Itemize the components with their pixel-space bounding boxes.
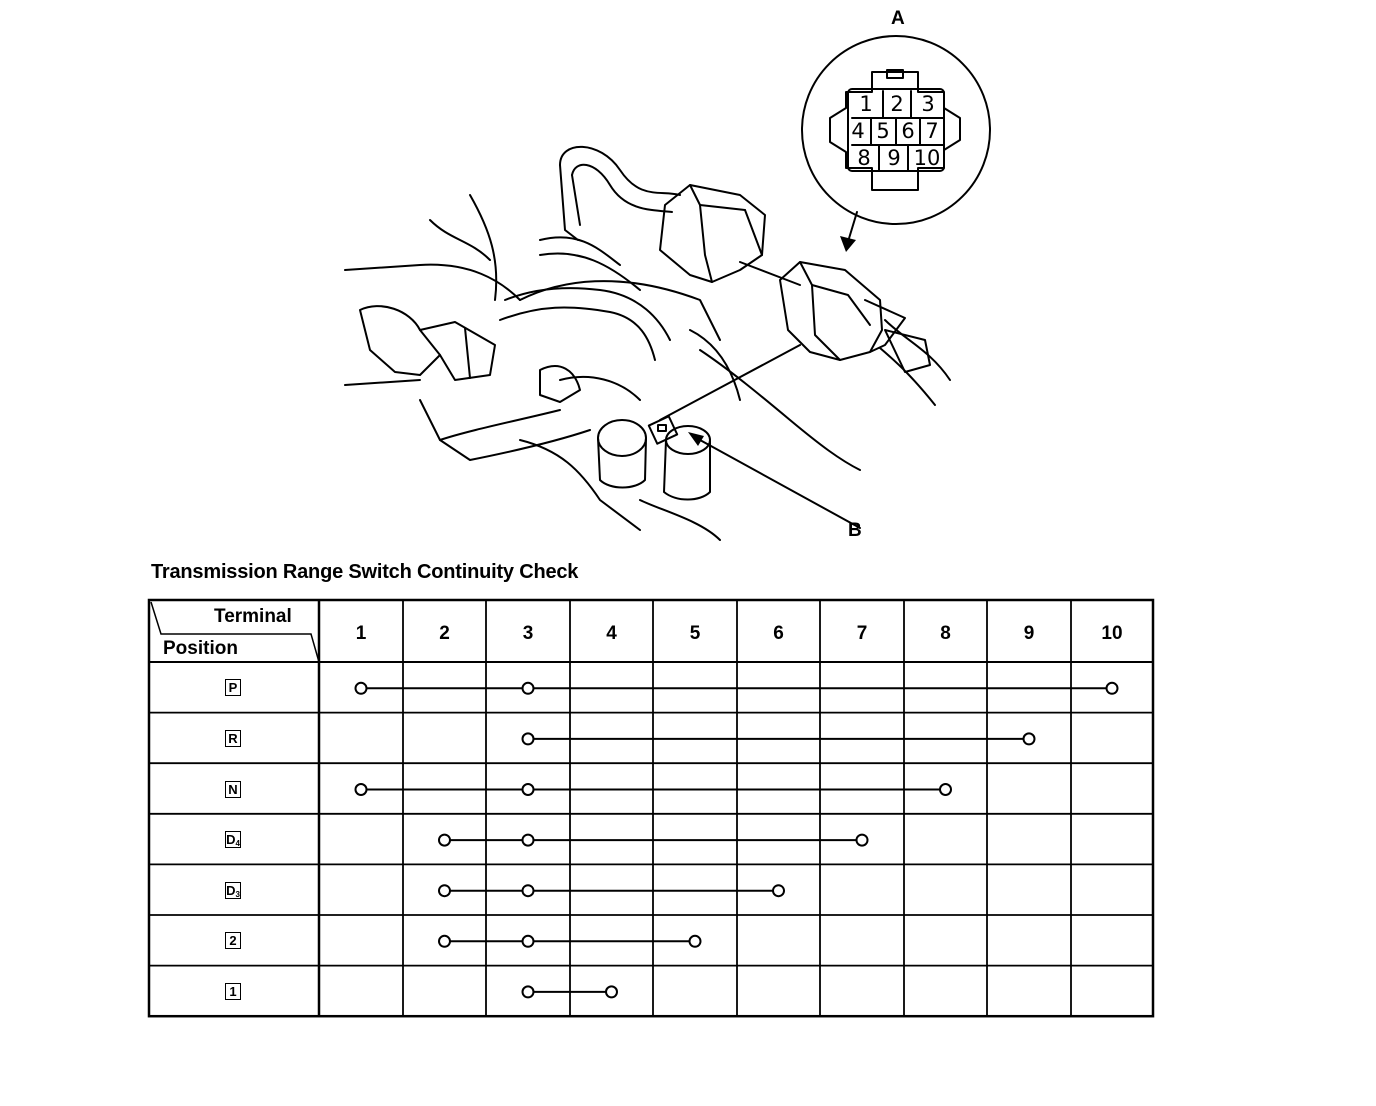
terminal-header-3: 3: [522, 623, 534, 644]
continuity-point-2-t2: [439, 936, 450, 947]
continuity-point-P-t10: [1107, 683, 1118, 694]
connector-pin-5: 5: [876, 119, 890, 143]
connector-pin-6: 6: [901, 119, 915, 143]
continuity-point-P-t3: [523, 683, 534, 694]
header-terminal: Terminal: [214, 606, 292, 627]
position-label-P: P: [225, 679, 241, 696]
header-position: Position: [163, 638, 238, 659]
continuity-point-N-t3: [523, 784, 534, 795]
continuity-point-2-t5: [690, 936, 701, 947]
continuity-point-D3-t6: [773, 885, 784, 896]
connector-pin-7: 7: [925, 119, 939, 143]
position-label-2: 2: [225, 932, 241, 949]
position-label-N: N: [225, 781, 241, 798]
continuity-point-D3-t2: [439, 885, 450, 896]
terminal-header-8: 8: [940, 623, 951, 644]
continuity-point-2-t3: [523, 936, 534, 947]
connector-pin-1: 1: [859, 92, 873, 116]
callout-a: A: [891, 8, 905, 29]
continuity-point-R-t9: [1024, 733, 1035, 744]
continuity-point-P-t1: [356, 683, 367, 694]
position-label-D3: $D_3$: [226, 882, 240, 899]
connector-pin-3: 3: [921, 92, 935, 116]
continuity-point-D4-t7: [857, 835, 868, 846]
terminal-header-4: 4: [606, 623, 617, 644]
connector-pin-8: 8: [857, 146, 871, 170]
continuity-point-D3-t3: [523, 885, 534, 896]
connector-pin-4: 4: [851, 119, 865, 143]
harness-plug-left: [660, 185, 765, 282]
connector-pin-9: 9: [887, 146, 901, 170]
pointer-arrow-b: [700, 440, 860, 528]
continuity-point-R-t3: [523, 733, 534, 744]
terminal-header-9: 9: [1023, 623, 1035, 644]
terminal-header-6: 6: [773, 623, 784, 644]
position-label-D4: $D_4$: [226, 832, 240, 849]
harness-socket-right: [780, 262, 882, 360]
continuity-point-1-t3: [523, 986, 534, 997]
position-label-R: R: [225, 730, 241, 747]
table-title: Transmission Range Switch Continuity Check: [151, 561, 579, 583]
connector-pin-2: 2: [890, 92, 904, 116]
callout-b: B: [848, 520, 862, 541]
continuity-point-1-t4: [606, 986, 617, 997]
continuity-point-N-t1: [356, 784, 367, 795]
continuity-point-D4-t3: [523, 835, 534, 846]
terminal-header-1: 1: [355, 623, 367, 644]
terminal-header-7: 7: [856, 623, 868, 644]
continuity-point-D4-t2: [439, 835, 450, 846]
connector-pin-10: 10: [913, 146, 941, 170]
terminal-header-10: 10: [1101, 623, 1123, 644]
terminal-header-5: 5: [689, 623, 701, 644]
table-border: [149, 600, 1153, 1016]
continuity-point-N-t8: [940, 784, 951, 795]
position-label-1: 1: [225, 983, 241, 1000]
terminal-header-2: 2: [439, 623, 450, 644]
